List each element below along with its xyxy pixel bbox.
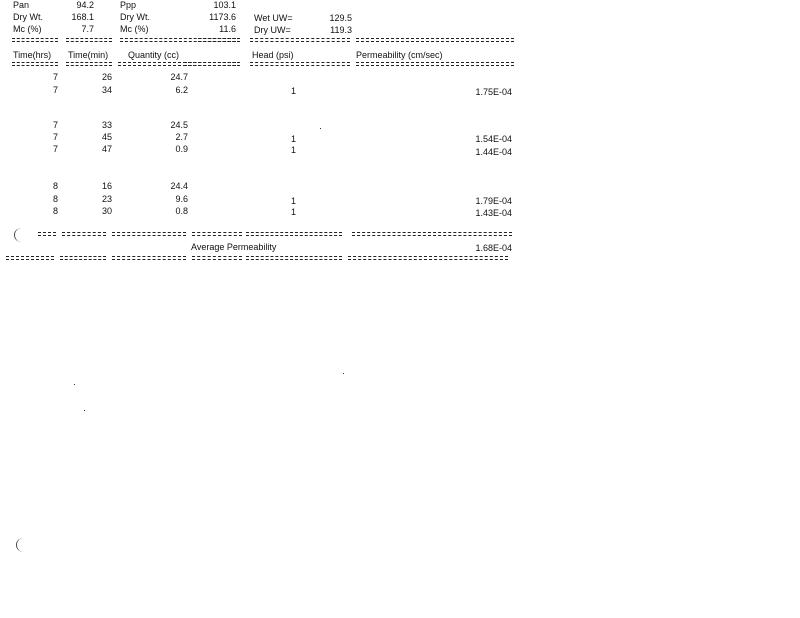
wet-uw-label: Wet UW= [254,13,293,23]
col-quantity: Quantity (cc) [128,50,180,60]
cell-time-hrs: 7 [52,72,58,82]
header-underline [66,62,112,66]
dry-uw-label: Dry UW= [254,25,291,35]
scan-artifact [16,538,31,552]
cell-head: 1 [290,134,296,144]
cell-time-min: 34 [101,85,112,95]
header-underline [250,62,350,66]
cell-time-min: 45 [101,132,112,142]
dry-wt-value: 168.1 [71,12,94,22]
mc-value-2: 11.6 [219,24,236,34]
mc-value: 7.7 [81,24,94,34]
ppp-value: 103.1 [213,0,236,10]
header-underline [12,62,58,66]
cell-time-min: 16 [101,181,112,191]
header-underline [184,62,240,66]
cell-time-hrs: 7 [52,120,58,130]
cell-time-min: 47 [101,144,112,154]
ppp-label: Ppp [120,0,137,10]
col-permeability: Permeability (cm/sec) [356,50,443,60]
scan-speck [343,373,344,374]
cell-quantity: 24.7 [170,72,188,82]
summary-underline [112,256,186,260]
header-underline [356,62,514,66]
summary-rule [192,232,242,236]
cell-time-hrs: 7 [52,132,58,142]
cell-quantity: 9.6 [175,194,188,204]
header-rule [250,38,350,42]
cell-time-min: 33 [101,120,112,130]
cell-permeability: 1.75E-04 [475,87,512,97]
cell-quantity: 0.8 [175,206,188,216]
dry-wt-label-2: Dry Wt. [120,12,150,22]
cell-quantity: 6.2 [175,85,188,95]
scan-speck [74,384,75,385]
cell-head: 1 [290,86,296,96]
cell-time-min: 23 [101,194,112,204]
summary-rule [62,232,106,236]
cell-time-min: 26 [101,72,112,82]
mc-label-2: Mc (%) [120,24,149,34]
mc-label: Mc (%) [13,24,42,34]
average-permeability-label: Average Permeability [191,242,277,252]
summary-rule [112,232,186,236]
scan-artifact [14,228,29,242]
cell-time-hrs: 8 [52,194,58,204]
cell-permeability: 1.44E-04 [475,147,512,157]
cell-quantity: 24.4 [170,181,188,191]
summary-rule [352,232,512,236]
cell-head: 1 [290,196,296,206]
header-rule [12,38,58,42]
summary-rule [246,232,342,236]
header-rule [356,38,514,42]
header-rule [66,38,112,42]
col-time-min: Time(min) [68,50,109,60]
header-rule [198,38,240,42]
pan-label: Pan [13,0,30,10]
cell-head: 1 [290,145,296,155]
scan-speck [84,410,85,411]
wet-uw-value: 129.5 [329,13,352,23]
cell-permeability: 1.54E-04 [475,134,512,144]
dry-uw-value: 119.3 [330,25,352,35]
col-time-hrs: Time(hrs) [13,50,52,60]
cell-permeability: 1.79E-04 [475,196,512,206]
average-permeability-value: 1.68E-04 [475,243,512,253]
cell-permeability: 1.43E-04 [475,208,512,218]
col-head: Head (psi) [252,50,294,60]
summary-underline [6,256,54,260]
cell-time-min: 30 [101,206,112,216]
cell-quantity: 0.9 [175,144,188,154]
summary-underline [246,256,342,260]
summary-underline [192,256,242,260]
scan-speck [320,128,321,129]
summary-underline [348,256,508,260]
pan-value: 94.2 [76,0,94,10]
cell-time-hrs: 8 [52,206,58,216]
summary-underline [60,256,106,260]
cell-quantity: 2.7 [175,132,188,142]
dry-wt-label: Dry Wt. [13,12,43,22]
cell-quantity: 24.5 [170,120,188,130]
cell-time-hrs: 7 [52,85,58,95]
cell-time-hrs: 7 [52,144,58,154]
cell-time-hrs: 8 [52,181,58,191]
summary-rule [38,232,56,236]
cell-head: 1 [290,207,296,217]
dry-wt-value-2: 1173.6 [209,12,236,22]
